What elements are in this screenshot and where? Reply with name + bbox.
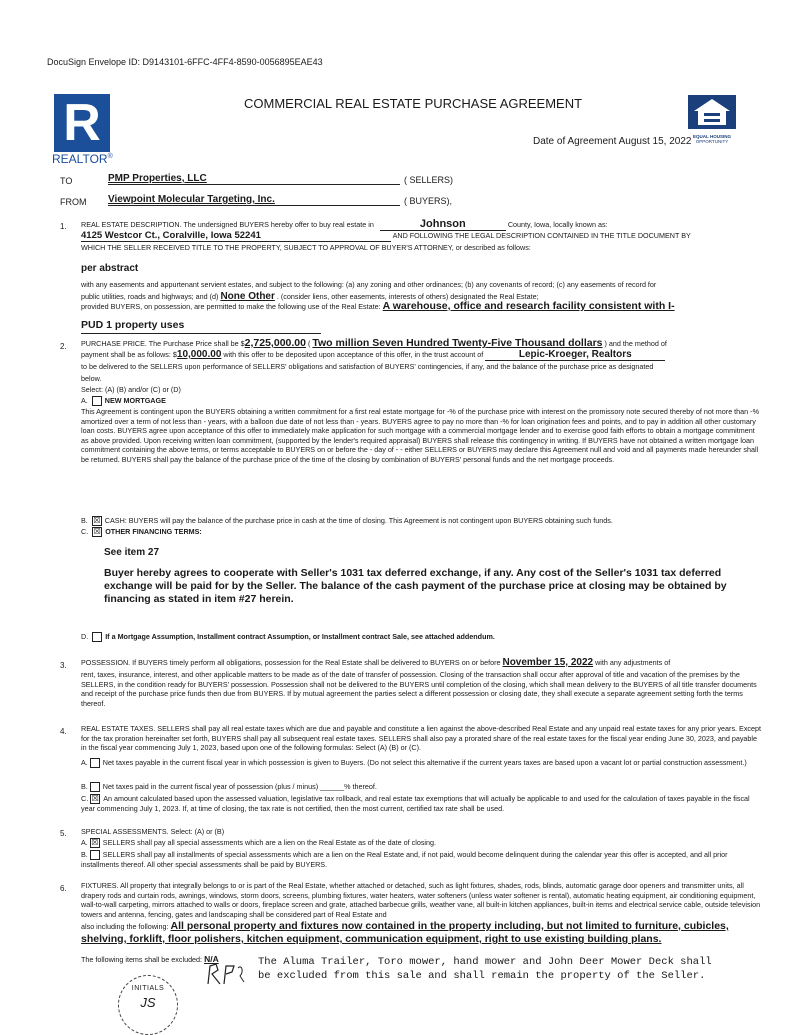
new-mortgage-heading: A. NEW MORTGAGE: [81, 396, 166, 405]
new-mortgage-text: This Agreement is contingent upon the BUYERS obtaining a written commitment for a first real estate mortgage for -% of the purchase price with interest on the promissory note secured thereby of not more than -% amortized over a term of not less than - years, with a balloon due date of not less than - years. BUYERS agree to pay no more than -% for loan origination fees and points, and to pay in addition all other customary loan costs. BUYERS agree upon acceptance of this offer to immediately make application for such mortgage with a commercial mortgage lender and to exercise good faith efforts to obtain a mortgage commitment as above provided. Upon receiving written loan commitment, (supported by the lender's required appraisal) BUYERS shall release this contingency in writing. If BUYERS have not obtained a written mortgage loan commitment containing the above terms, or terms acceptable to BUYERS on or before the - day of - - either SELLERS or BUYERS may declare this Agreement null and void and all payments made hereunder shall be returned. BUYERS shall pay the balance of the purchase price of the time of the closing by combination of BUYERS' personal funds and the net mortgage proceeds.: [81, 407, 759, 464]
date-label: Date of Agreement: [533, 136, 617, 147]
section-1-line2: 4125 Westcor Ct., Coralville, Iowa 52241 AND FOLLOWING THE LEGAL DESCRIPTION CONTAINED IN THE TITLE DOCUMENT BY: [81, 230, 691, 241]
per-abstract: per abstract: [81, 263, 139, 274]
assumption-option: D. If a Mortgage Assumption, Installment contract Assumption, or Installment contract Sale, see attached addendum.: [81, 632, 495, 641]
special-assessments-a: A. ☒ SELLERS shall pay all special assessments which are a lien on the Real Estate as of the date of closing.: [81, 838, 437, 848]
assessments-b-checkbox[interactable]: [90, 850, 100, 860]
seller-name: PMP Properties, LLC: [108, 173, 400, 185]
fixtures-text: FIXTURES. All property that integrally belongs to or is part of the Real Estate, whether attached or detached, such as light fixtures, shades, rods, blinds, automatic garage door openers and transmitter units, all drapery rods and curtain rods, awnings, windows, storm doors, screens, plumbing fixtures, water heaters, water softeners (unless water softener is rental), automatic heating equipment, air conditioning equipment, wall-to-wall carpeting, mirrors attached to walls or doors, fireplace screen and grate, attached barbecue grills, weather vane, all built-in kitchen appliances, built-in items and electrical service cable, outside television towers and antenna, fencing, gates and landscaping shall be considered part of Real Estate and: [81, 881, 761, 919]
section-3-number: 3.: [60, 661, 67, 670]
section-5-number: 5.: [60, 829, 67, 838]
to-label: TO: [60, 176, 73, 186]
section-1-line3: WHICH THE SELLER RECEIVED TITLE TO THE PROPERTY, SUBJECT TO APPROVAL OF BUYER'S ATTORNEY, or described as follows:: [81, 243, 531, 252]
equal-housing-line2: OPPORTUNITY: [695, 139, 729, 144]
other-financing-option: C. ☒ OTHER FINANCING TERMS:: [81, 527, 202, 537]
fixtures-included: also including the following: All personal property and fixtures now contained in the property including, but not limited to furniture, cubicles, shelving, forklift, floor polishers, kitchen equipment, communication equipment, right to use existing building plans.: [81, 920, 729, 945]
date-value: August 15, 2022: [618, 136, 692, 147]
see-item-27: See item 27: [104, 547, 160, 558]
buyer-role: ( BUYERS),: [404, 196, 453, 206]
seller-role: ( SELLERS): [404, 175, 454, 185]
typed-exclusion-note: The Aluma Trailer, Toro mower, hand mower and John Deer Mower Deck shall be excluded from this sale and shall remain the property of the Seller.: [258, 956, 712, 982]
taxes-option-b: B. Net taxes paid in the current fiscal year of possession (plus / minus) ______% thereof.: [81, 782, 377, 791]
special-assessments-title: SPECIAL ASSESSMENTS. Select: (A) or (B): [81, 827, 225, 836]
below-text: below.: [81, 374, 102, 383]
select-text: Select: (A) (B) and/or (C) or (D): [81, 385, 181, 394]
possession-text: rent, taxes, insurance, interest, and other applicable matters to be made as of the date of transfer of possession. Closing of the transaction shall occur after approval of title and vacation of the premises by the SELLERS, in the condition ready for BUYERS' possession. Possession shall not be delivered to the BUYERS until completion of the closing, which shall mean delivery to the BUYERS of all title transfer documents and receipt of the purchase price funds then due from BUYERS. If by mutual agreement the parties select a different possession or closing date, they shall execute a separate agreement setting forth the terms thereof.: [81, 670, 757, 708]
section-2-number: 2.: [60, 342, 67, 351]
taxes-option-a: A. Net taxes payable in the current fiscal year in which possession is given to Buyers. (Do not select this alternative if the current years taxes are based upon a vacant lot or partial construction assessment.): [81, 758, 747, 767]
cash-option: B. ☒ CASH: BUYERS will pay the balance of the purchase price in cash at the time of closing. This Agreement is not contingent upon BUYERS obtaining such funds.: [81, 516, 613, 526]
section-1-public: public utilities, roads and highways; and (d) None Other . (consider liens, other easements, interests of others) designated the Real Estate;: [81, 291, 539, 302]
equal-housing-line1: EQUAL HOUSING: [693, 134, 731, 139]
section-1-easements: with any easements and appurtenant servient estates, and subject to the following: (a) any zoning and other ordinances; (b) any covenants of record; (c) any easements of record for: [81, 280, 657, 289]
realtor-logo: [54, 94, 110, 152]
special-assessments-b: B. SELLERS shall pay all installments of special assessments which are a lien on the Real Estate and, if not paid, would become delinquent during the calendar year this offer is accepted, and all prior installments thereof. All other special assessments shall be paid by BUYERS.: [81, 850, 728, 870]
new-mortgage-checkbox[interactable]: [92, 396, 102, 406]
logo-letter: R: [63, 94, 101, 152]
handwritten-initials: [204, 960, 252, 988]
buyer-1031-note: Buyer hereby agrees to cooperate with Seller's 1031 tax deferred exchange, if any. Any cost of the Seller's 1031 tax deferred exchange will be paid for by the Seller. The balance of the cash payment of the purchase price at closing may be obtained by financing as stated in item #27 herein.: [104, 567, 727, 605]
payment-line3: to be delivered to the SELLERS upon performance of SELLERS' obligations and satisfaction of BUYERS' contingencies, if any, and the balance of the purchase price as designated: [81, 362, 654, 371]
fixtures-excluded: The following items shall be excluded: N/A: [81, 954, 219, 964]
page-title: COMMERCIAL REAL ESTATE PURCHASE AGREEMENT: [244, 96, 583, 111]
other-financing-checkbox[interactable]: ☒: [93, 527, 101, 537]
taxes-b-checkbox[interactable]: [90, 782, 100, 792]
possession-line1: POSSESSION. If BUYERS timely perform all obligations, possession for the Real Estate shall be delivered to BUYERS on or before November 15, 2022 with any adjustments of: [81, 657, 671, 668]
date-of-agreement: [533, 136, 691, 147]
initials-value: JS: [140, 995, 156, 1010]
from-label: FROM: [60, 197, 87, 207]
purchase-price-line: PURCHASE PRICE. The Purchase Price shall be $2,725,000.00 ( Two million Seven Hundred Twenty-Five Thousand dollars ) and the method of: [81, 337, 667, 349]
buyer-name: Viewpoint Molecular Targeting, Inc.: [108, 194, 400, 206]
taxes-text: REAL ESTATE TAXES. SELLERS shall pay all real estate taxes which are due and payable and constitute a lien against the above-described Real Estate and any unpaid real estate taxes for any prior years. Except for the tax proration hereinafter set forth, BUYERS shall pay all subsequent real estate taxes. SELLERS shall also pay a prorated share of the real estate taxes for the fiscal year ending June 30, 2023, and payable in the fiscal year commencing July 1, 2023, based upon one of the following formulas: Select (A) (B) or (C).: [81, 724, 762, 753]
cash-checkbox[interactable]: ☒: [93, 516, 101, 526]
taxes-c-checkbox[interactable]: ☒: [91, 794, 99, 804]
section-1-use: provided BUYERS, on possession, are permitted to make the following use of the Real Estate: A warehouse, office and research facility consistent with I-: [81, 300, 675, 312]
equal-housing-logo: [688, 95, 736, 143]
initials-label: INITIALS: [131, 985, 165, 992]
section-6-number: 6.: [60, 884, 67, 893]
logo-text: REALTOR®: [52, 152, 113, 166]
envelope-id: DocuSign Envelope ID: D9143101-6FFC-4FF4-8590-0056895EAE43: [47, 57, 323, 67]
taxes-a-checkbox[interactable]: [90, 758, 100, 768]
taxes-option-c: C. ☒ An amount calculated based upon the assessed valuation, legislative tax rollback, and real estate tax exemptions that will actually be applicable to and used for the calculation of taxes payable in the fiscal year commencing July 1, 2023. If, at time of closing, the tax rate is not certified, then the most current, certified tax rate shall be used.: [81, 794, 750, 814]
section-1-number: 1.: [60, 222, 67, 231]
initials-stamp[interactable]: [118, 975, 178, 1035]
payment-line: payment shall be as follows: $10,000.00 with this offer to be deposited upon acceptance of this offer, in the trust account of Lepic-Kroeger, Realtors: [81, 350, 761, 361]
section-4-number: 4.: [60, 727, 67, 736]
section-1-line1: REAL ESTATE DESCRIPTION. The undersigned BUYERS hereby offer to buy real estate in Johnson County, Iowa, locally known as:: [81, 218, 608, 230]
assessments-a-checkbox[interactable]: ☒: [91, 838, 99, 848]
assumption-checkbox[interactable]: [92, 632, 102, 642]
section-1-use-cont: PUD 1 property uses: [81, 315, 321, 334]
house-icon: [688, 95, 736, 129]
